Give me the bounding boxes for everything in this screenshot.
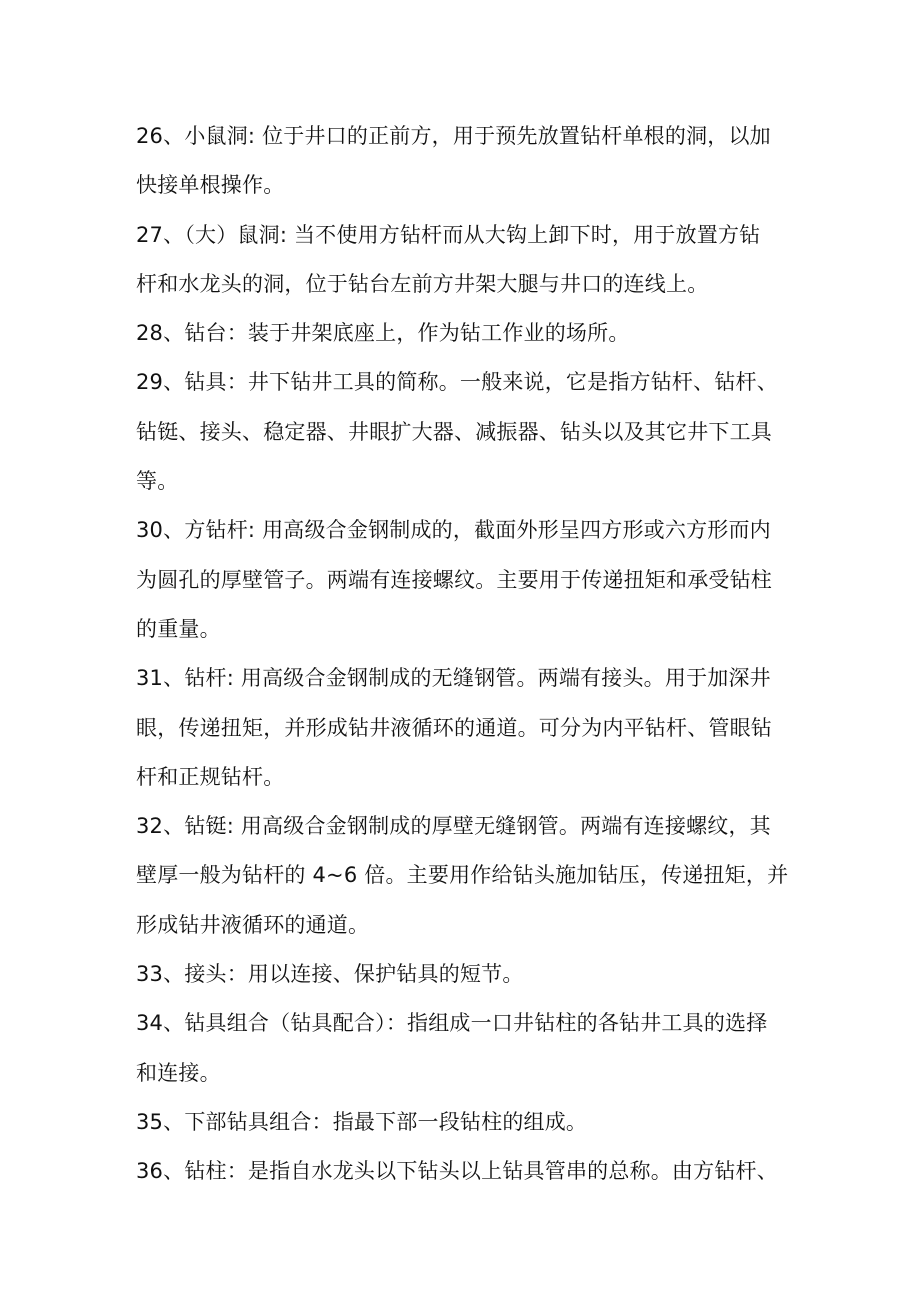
text-line: 钻铤、接头、稳定器、井眼扩大器、减振器、钻头以及其它井下工具 (136, 419, 772, 444)
text-line: 形成钻井液循环的通道。 (136, 912, 370, 937)
text-line: 快接单根操作。 (136, 173, 285, 198)
text-line: 35、下部钻具组合：指最下部一段钻柱的组成。 (136, 1109, 588, 1134)
text-line: 30、方钻杆: 用高级合金钢制成的，截面外形呈四方形或六方形而内 (136, 518, 771, 543)
text-line: 33、接头：用以连接、保护钻具的短节。 (136, 962, 524, 987)
text-line: 为圆孔的厚壁管子。两端有连接螺纹。主要用于传递扭矩和承受钻柱 (136, 567, 772, 592)
text-line: 和连接。 (136, 1060, 221, 1085)
text-line: 等。 (136, 469, 179, 494)
text-line: 27、（大）鼠洞: 当不使用方钻杆而从大钩上卸下时，用于放置方钻 (136, 222, 761, 247)
text-line: 28、钻台：装于井架底座上，作为钻工作业的场所。 (136, 321, 630, 346)
text-line: 34、钻具组合（钻具配合）：指组成一口井钻柱的各钻井工具的选择 (136, 1011, 768, 1036)
text-line: 26、小鼠洞: 位于井口的正前方，用于预先放置钻杆单根的洞，以加 (136, 124, 771, 148)
text-line: 29、钻具：井下钻井工具的简称。一般来说，它是指方钻杆、钻杆、 (136, 370, 778, 395)
text-line: 眼，传递扭矩，并形成钻井液循环的通道。可分为内平钻杆、管眼钻 (136, 715, 772, 740)
text-line: 杆和水龙头的洞，位于钻台左前方井架大腿与井口的连线上。 (136, 271, 709, 296)
text-line: 杆和正规钻杆。 (136, 764, 285, 789)
document-body (136, 112, 789, 1197)
text-line: 壁厚一般为钻杆的 4~6 倍。主要用作给钻头施加钻压，传递扭矩，并 (136, 863, 789, 888)
text-line: 的重量。 (136, 616, 221, 641)
text-line: 32、钻铤: 用高级合金钢制成的厚壁无缝钢管。两端有连接螺纹，其 (136, 814, 771, 839)
text-line: 31、钻杆: 用高级合金钢制成的无缝钢管。两端有接头。用于加深井 (136, 666, 771, 691)
text-line: 36、钻柱：是指自水龙头以下钻头以上钻具管串的总称。由方钻杆、 (136, 1159, 778, 1184)
